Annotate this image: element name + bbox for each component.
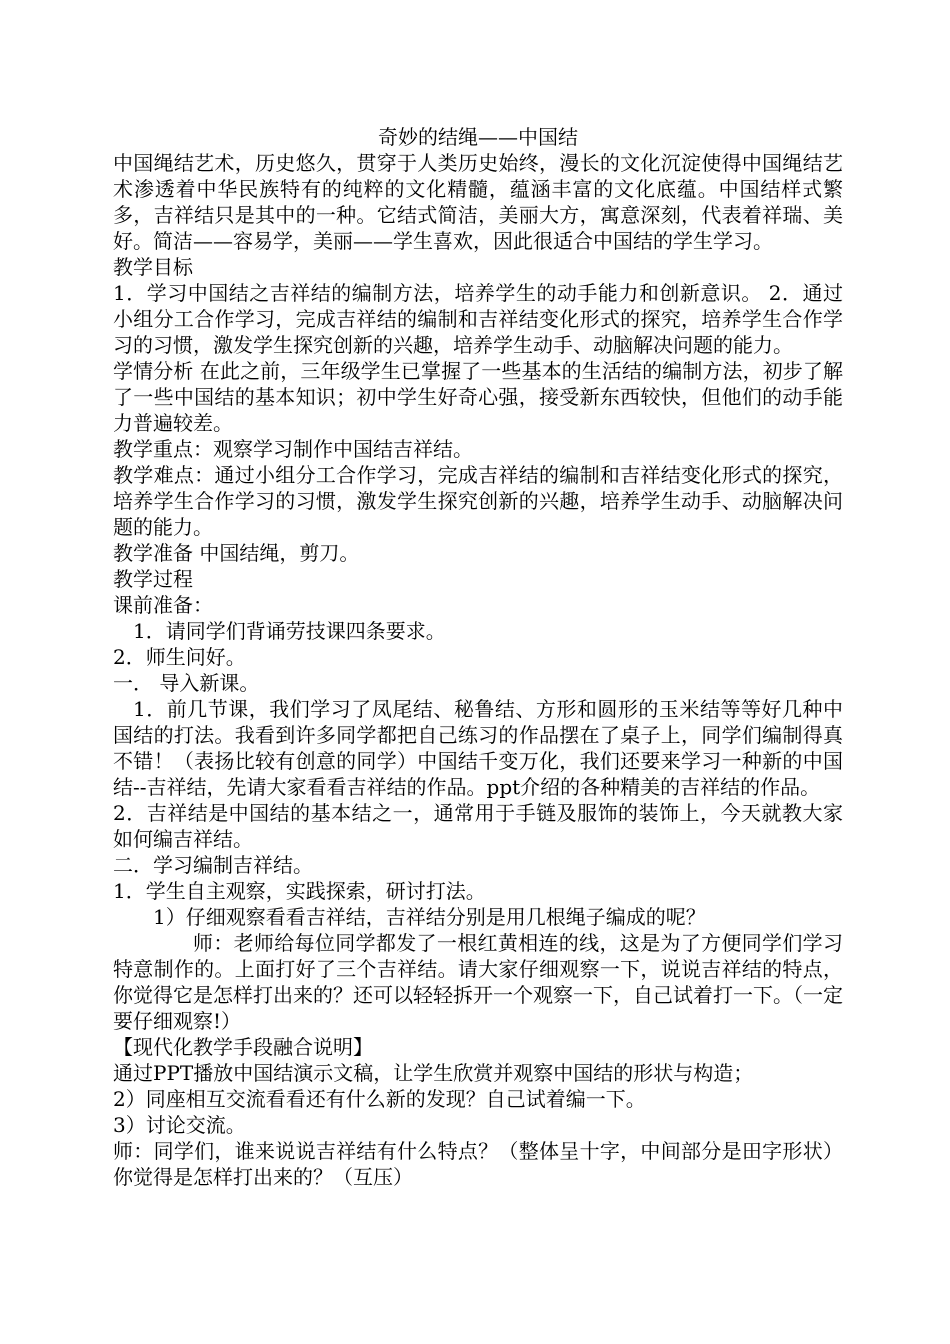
paragraph-difficulty: 教学难点：通过小组分工合作学习，完成吉祥结的编制和吉祥结变化形式的探究，培养学生合作学习的习惯，激发学生探究创新的兴趣，培养学生动手、动脑解决问题的能力。: [113, 463, 843, 539]
paragraph-teacher-1: 师：老师给每位同学都发了一根红黄相连的线，这是为了方便同学们学习特意制作的。上面打好了三个吉祥结。请大家仔细观察一下，说说吉祥结的特点，你觉得它是怎样打出来的？还可以轻轻拆开一个观察一下，自己试着打一下。（一定要仔细观察!）: [113, 931, 843, 1033]
document-title: 奇妙的结绳——中国结: [378, 125, 578, 149]
document-page: [113, 124, 843, 1190]
paragraph-section-1: 一． 导入新课。: [113, 671, 260, 695]
paragraph-key-point: 教学重点：观察学习制作中国结吉祥结。: [113, 437, 473, 461]
paragraph-process-heading: 教学过程: [113, 567, 193, 591]
paragraph-modern-heading: 【现代化教学手段融合说明】: [113, 1035, 373, 1059]
paragraph-preparation: 教学准备 中国结绳，剪刀。: [113, 541, 360, 565]
paragraph-step-1-1: 1）仔细观察看看吉祥结，吉祥结分别是用几根绳子编成的呢？: [153, 905, 706, 929]
paragraph-pre-class: 课前准备：: [113, 593, 213, 617]
document-body: [113, 150, 843, 1190]
paragraph-teacher-2: 师：同学们，谁来说说吉祥结有什么特点？（整体呈十字，中间部分是田字形状） 你觉得是怎样打出来的？（互压）: [113, 1139, 843, 1189]
paragraph-step-1: 1．学生自主观察，实践探索，研讨打法。: [113, 879, 486, 903]
paragraph-step-1-3: 3）讨论交流。: [113, 1113, 246, 1137]
paragraph-analysis: 学情分析 在此之前，三年级学生已掌握了一些基本的生活结的编制方法，初步了解了一些中国结的基本知识；初中学生好奇心强，接受新东西较快，但他们的动手能力普遍较差。: [113, 359, 843, 435]
paragraph-goals: 1．学习中国结之吉祥结的编制方法，培养学生的动手能力和创新意识。 2．通过小组分工合作学习，完成吉祥结的编制和吉祥结变化形式的探究，培养学生合作学习的习惯，激发学生探究创新的兴趣，培养学生动手、动脑解决问题的能力。: [113, 281, 843, 357]
paragraph-pre-2: 2．师生问好。: [113, 645, 246, 669]
paragraph-section-2: 二．学习编制吉祥结。: [113, 853, 313, 877]
paragraph-modern: 通过PPT播放中国结演示文稿，让学生欣赏并观察中国结的形状与构造；: [113, 1061, 754, 1085]
paragraph-intro: 中国绳结艺术，历史悠久，贯穿于人类历史始终，漫长的文化沉淀使得中国绳结艺术渗透着中华民族特有的纯粹的文化精髓，蕴涵丰富的文化底蕴。中国结样式繁多，吉祥结只是其中的一种。它结式简洁，美丽大方，寓意深刻，代表着祥瑞、美好。简洁——容易学，美丽——学生喜欢，因此很适合中国结的学生学习。: [113, 151, 843, 253]
paragraph-pre-1: 1．请同学们背诵劳技课四条要求。: [133, 619, 446, 643]
paragraph-goals-heading: 教学目标: [113, 255, 193, 279]
paragraph-intro-1: 1．前几节课，我们学习了凤尾结、秘鲁结、方形和圆形的玉米结等等好几种中国结的打法。我看到许多同学都把自己练习的作品摆在了桌子上，同学们编制得真不错！（表扬比较有创意的同学）中国结千变万化，我们还要来学习一种新的中国结--吉祥结，先请大家看看吉祥结的作品。ppt介绍的各种精美的吉祥结的作品。: [113, 697, 843, 799]
paragraph-step-1-2: 2）同座相互交流看看还有什么新的发现？自己试着编一下。: [113, 1087, 646, 1111]
paragraph-intro-2: 2．吉祥结是中国结的基本结之一，通常用于手链及服饰的装饰上，今天就教大家如何编吉祥结。: [113, 801, 843, 851]
